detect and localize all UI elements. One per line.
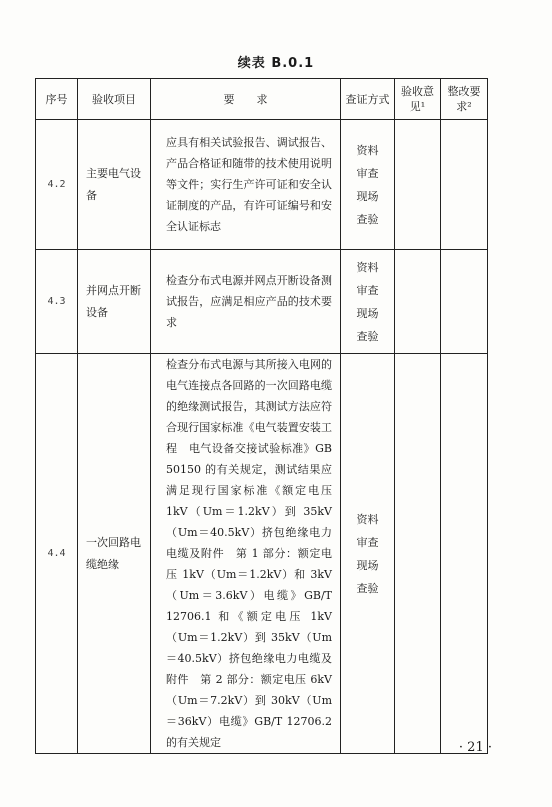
row-item: 主要电气设备 [78,120,151,250]
row-requirement [151,354,341,754]
header-item: 验收项目 [78,79,151,120]
header-rectify-text: 整改要求² [447,85,481,113]
row-method [341,250,395,354]
requirement-text: 检查分布式电源与其所接入电网的电气连接点各回路的一次回路电缆的绝缘测试报告，其测试方法应符合现行国家标准《电气装置安装工程 电气设备交接试验标准》GB 50150 的有关规定，测试结果应满足现行国家标准《额定电压 1kV（Um＝1.2kV）到 35kV（Um＝40.5kV）挤包绝缘电力电缆及附件 第 1 部分：额定电压 1kV（Um＝1.2kV）和 3kV（Um＝3.6kV）电缆》GB/T 12706.1 和《额定电压 1kV（Um＝1.2kV）到 35kV（Um＝40.5kV）挤包绝缘电力电缆及附件 第 2 部分：额定电压 6kV（Um＝7.2kV）到 30kV（Um＝36kV）电缆》GB/T 12706.2 的有关规定 [166,358,332,749]
row-opinion [395,120,441,250]
acceptance-table [35,78,488,754]
header-opinion [395,79,441,120]
row-requirement [151,250,341,354]
row-rectify [441,120,488,250]
header-rectify [441,79,488,120]
row-opinion [395,354,441,754]
row-item: 一次回路电缆绝缘 [78,354,151,754]
method-text: 资料审查现场查验 [356,260,379,343]
requirement-text: 应具有相关试验报告、调试报告、产品合格证和随带的技术使用说明等文件；实行生产许可证和安全认证制度的产品，有许可证编号和安全认证标志 [166,136,332,233]
row-requirement [151,120,341,250]
row-rectify [441,250,488,354]
table-row [36,250,488,354]
row-rectify [441,354,488,754]
row-item: 并网点开断设备 [78,250,151,354]
table-title: 续表 B.0.1 [237,56,315,71]
row-number: 4.3 [36,250,78,354]
page-number: · 21 · [458,740,492,755]
row-number: 4.2 [36,120,78,250]
header-requirement: 要 求 [151,79,341,120]
header-opinion-text: 验收意见¹ [401,85,434,113]
header-no: 序号 [36,79,78,120]
row-number: 4.4 [36,354,78,754]
row-method [341,354,395,754]
method-text: 资料审查现场查验 [356,512,379,595]
row-method [341,120,395,250]
method-text: 资料审查现场查验 [356,143,379,226]
requirement-text: 检查分布式电源并网点开断设备测试报告，应满足相应产品的技术要求 [166,274,332,329]
table-header-row [36,79,488,120]
row-opinion [395,250,441,354]
table-row [36,120,488,250]
header-method: 查证方式 [341,79,395,120]
table-row [36,354,488,754]
